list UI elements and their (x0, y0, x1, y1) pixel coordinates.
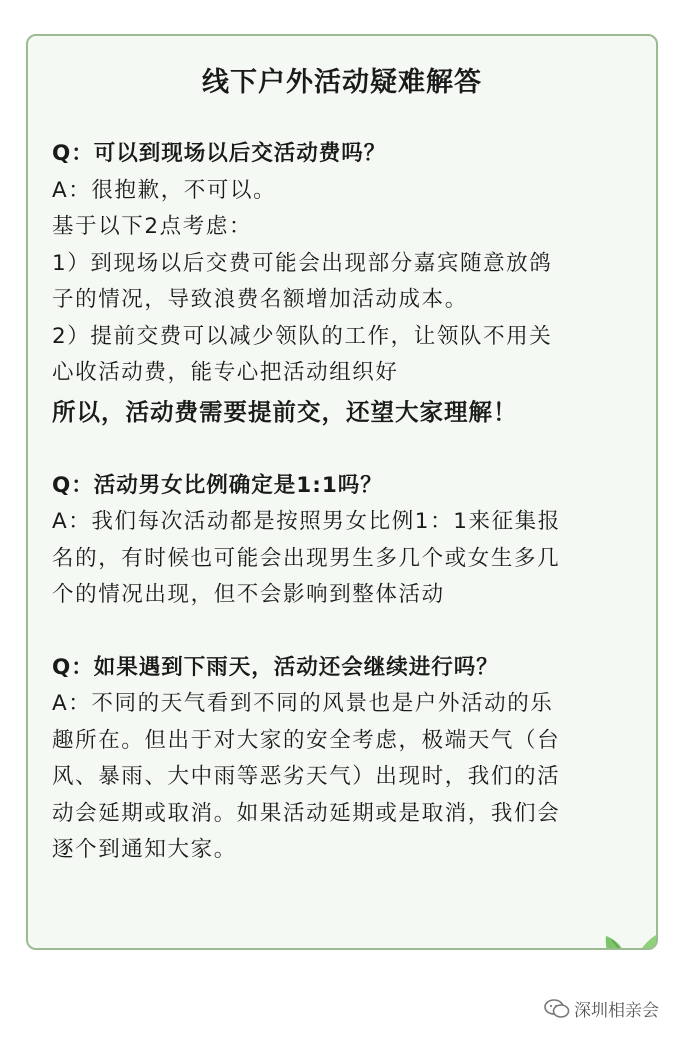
answer-line: A：我们每次活动都是按照男女比例1：1来征集报 (52, 509, 561, 534)
watermark (544, 996, 659, 1021)
question-1: Q：可以到现场以后交活动费吗？ (52, 141, 387, 166)
answer-line: A：很抱歉，不可以。 (52, 177, 277, 203)
answer-line: 动会延期或取消。如果活动延期或是取消，我们会 (52, 800, 561, 826)
question-3: Q：如果遇到下雨天，活动还会继续进行吗？ (52, 654, 499, 680)
answer-line: 子的情况，导致浪费名额增加活动成本。 (52, 287, 468, 312)
answer-line: 名的，有时候也可能会出现男生多几个或女生多几 (52, 545, 561, 571)
page-title: 线下户外活动疑难解答 (202, 67, 482, 98)
answer-line: A：不同的天气看到不同的风景也是户外活动的乐 (52, 691, 554, 716)
leaf-icon (600, 924, 658, 950)
faq-content (52, 136, 642, 869)
answer-line: 个的情况出现，但不会影响到整体活动 (52, 582, 445, 607)
answer-line: 心收活动费，能专心把活动组织好 (52, 360, 399, 385)
answer-line: 风、暴雨、大中雨等恶劣天气）出现时，我们的活 (52, 764, 561, 789)
wechat-icon (544, 999, 570, 1019)
faq-card (26, 34, 658, 950)
answer-line: 趣所在。但出于对大家的安全考虑，极端天气（台 (52, 727, 561, 753)
emphasis-text: 所以，活动费需要提前交，还望大家理解！ (52, 397, 518, 426)
answer-line: 逐个到通知大家。 (52, 837, 237, 862)
answer-line: 2）提前交费可以减少领队的工作，让领队不用关 (52, 323, 553, 349)
question-2: Q：活动男女比例确定是1:1吗？ (52, 472, 383, 498)
answer-line: 基于以下2点考虑： (52, 214, 253, 239)
answer-line: 1）到现场以后交费可能会出现部分嘉宾随意放鸽 (52, 250, 553, 276)
watermark-text: 深圳相亲会 (574, 1001, 659, 1021)
